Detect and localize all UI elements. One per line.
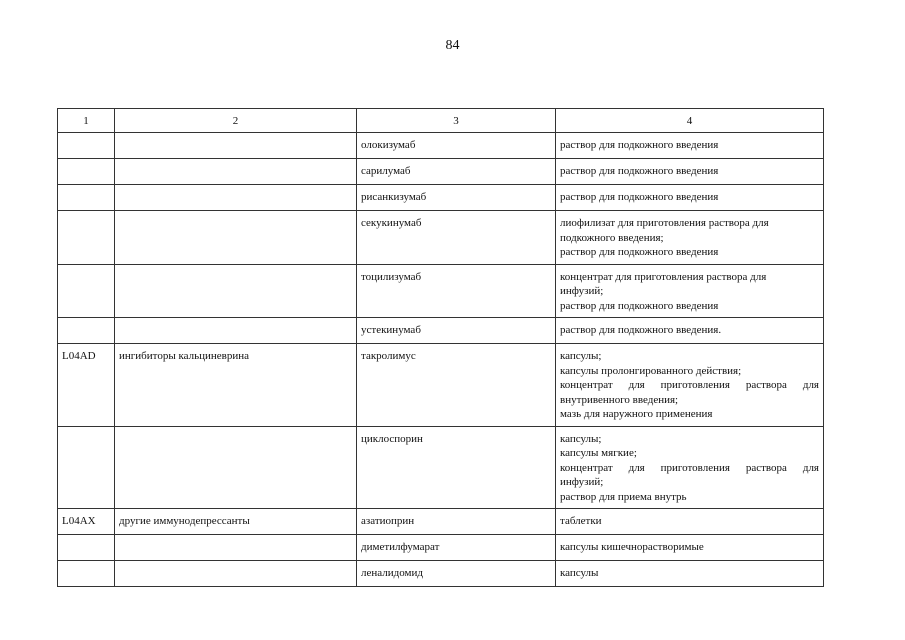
group-cell bbox=[115, 561, 357, 587]
code-cell bbox=[58, 535, 115, 561]
code-cell: L04AD bbox=[58, 344, 115, 427]
dosage-form-line: капсулы пролонгированного действия; bbox=[560, 364, 742, 377]
dosage-form-line: раствор для подкожного введения bbox=[560, 246, 719, 258]
dosage-form-line: раствор для подкожного введения bbox=[560, 165, 719, 177]
group-cell bbox=[115, 185, 357, 211]
dosage-form-line: инфузий; bbox=[560, 476, 604, 488]
drug-name-cell: такролимус bbox=[357, 344, 556, 427]
drug-name-cell: азатиоприн bbox=[357, 509, 556, 535]
drug-table bbox=[57, 108, 824, 587]
dosage-forms-cell bbox=[556, 264, 824, 318]
code-cell bbox=[58, 426, 115, 509]
dosage-form-line: подкожного введения; bbox=[560, 231, 664, 244]
dosage-form-line: инфузий; bbox=[560, 285, 604, 297]
table-row bbox=[58, 318, 824, 344]
dosage-form-line: капсулы; bbox=[560, 350, 602, 362]
drug-name-cell: олокизумаб bbox=[357, 133, 556, 159]
dosage-form-line: раствор для подкожного введения bbox=[560, 191, 719, 203]
dosage-form-line: раствор для подкожного введения bbox=[560, 139, 719, 151]
dosage-form-line: внутривенного введения; bbox=[560, 393, 679, 406]
code-cell bbox=[58, 159, 115, 185]
dosage-form-line: капсулы мягкие; bbox=[560, 447, 637, 459]
dosage-forms-cell bbox=[556, 535, 824, 561]
dosage-forms-cell bbox=[556, 211, 824, 265]
code-cell: L04AX bbox=[58, 509, 115, 535]
drug-name-cell: диметилфумарат bbox=[357, 535, 556, 561]
code-cell bbox=[58, 318, 115, 344]
dosage-form-line: капсулы; bbox=[560, 432, 602, 445]
dosage-form-line: капсулы кишечнорастворимые bbox=[560, 541, 704, 553]
code-cell bbox=[58, 211, 115, 265]
dosage-form-line: раствор для приема внутрь bbox=[560, 490, 687, 503]
dosage-form-line: раствор для подкожного введения. bbox=[560, 324, 722, 336]
table-row bbox=[58, 264, 824, 318]
table-row bbox=[58, 185, 824, 211]
group-cell bbox=[115, 426, 357, 509]
drug-name-cell: леналидомид bbox=[357, 561, 556, 587]
column-header-4: 4 bbox=[556, 109, 824, 133]
dosage-forms-cell bbox=[556, 185, 824, 211]
table-header-row bbox=[58, 109, 824, 133]
dosage-forms-cell bbox=[556, 509, 824, 535]
group-cell bbox=[115, 318, 357, 344]
column-header-1: 1 bbox=[58, 109, 115, 133]
table-row bbox=[58, 211, 824, 265]
column-header-3: 3 bbox=[357, 109, 556, 133]
drug-name-cell: устекинумаб bbox=[357, 318, 556, 344]
dosage-forms-cell bbox=[556, 561, 824, 587]
dosage-forms-cell bbox=[556, 159, 824, 185]
drug-name-cell: сарилумаб bbox=[357, 159, 556, 185]
dosage-form-line: концентрат для приготовления раствора для bbox=[560, 379, 819, 391]
dosage-form-line: концентрат для приготовления раствора для bbox=[560, 270, 767, 283]
code-cell bbox=[58, 264, 115, 318]
table-row bbox=[58, 561, 824, 587]
group-cell: другие иммунодепрессанты bbox=[115, 509, 357, 535]
table-row bbox=[58, 535, 824, 561]
code-cell bbox=[58, 561, 115, 587]
group-cell: ингибиторы кальциневрина bbox=[115, 344, 357, 427]
drug-name-cell: тоцилизумаб bbox=[357, 264, 556, 318]
dosage-form-line: капсулы bbox=[560, 567, 599, 579]
drug-name-cell: секукинумаб bbox=[357, 211, 556, 265]
table-row bbox=[58, 133, 824, 159]
dosage-forms-cell bbox=[556, 318, 824, 344]
group-cell bbox=[115, 535, 357, 561]
table-row bbox=[58, 426, 824, 509]
dosage-forms-cell bbox=[556, 133, 824, 159]
page-number: 84 bbox=[445, 38, 460, 53]
dosage-form-line: лиофилизат для приготовления раствора для bbox=[560, 217, 769, 229]
dosage-form-line: мазь для наружного применения bbox=[560, 408, 713, 420]
group-cell bbox=[115, 211, 357, 265]
dosage-forms-cell bbox=[556, 426, 824, 509]
group-cell bbox=[115, 159, 357, 185]
code-cell bbox=[58, 185, 115, 211]
column-header-2: 2 bbox=[115, 109, 357, 133]
table-row bbox=[58, 159, 824, 185]
dosage-form-line: раствор для подкожного введения bbox=[560, 299, 719, 312]
group-cell bbox=[115, 264, 357, 318]
dosage-form-line: таблетки bbox=[560, 515, 602, 527]
drug-name-cell: циклоспорин bbox=[357, 426, 556, 509]
table-row bbox=[58, 509, 824, 535]
dosage-forms-cell bbox=[556, 344, 824, 427]
drug-name-cell: рисанкизумаб bbox=[357, 185, 556, 211]
table-row bbox=[58, 344, 824, 427]
dosage-form-line: концентрат для приготовления раствора для bbox=[560, 461, 819, 474]
code-cell bbox=[58, 133, 115, 159]
group-cell bbox=[115, 133, 357, 159]
